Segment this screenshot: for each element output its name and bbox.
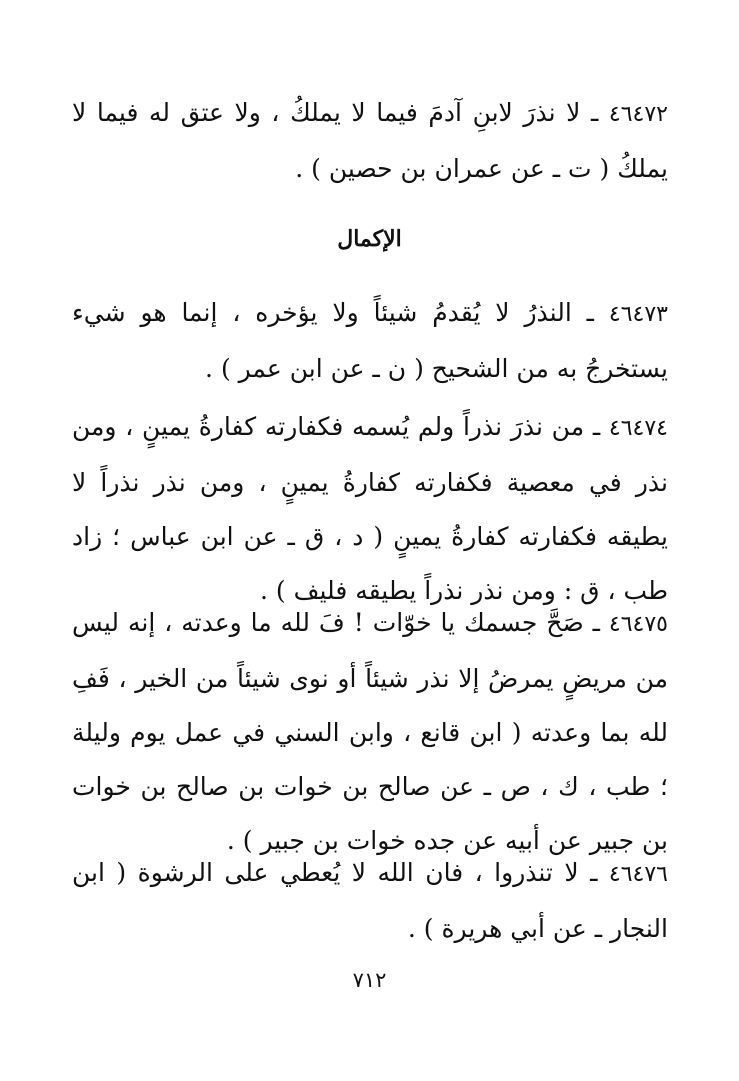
- hadith-number: ٤٦٤٧٤: [608, 416, 668, 441]
- hadith-text: ـ لا تنذروا ، فان الله لا يُعطي على الرشوة ( ابن النجار ـ عن أبي هريرة ) .: [72, 858, 668, 943]
- hadith-number: ٤٦٤٧٢: [608, 102, 668, 127]
- hadith-text: ـ النذرُ لا يُقدمُ شيئاً ولا يؤخره ، إنما هو شيء يستخرجُ به من الشحيح ( ن ـ عن ابن عمر ) .: [72, 298, 668, 383]
- hadith-text: ـ صَحَّ جسمك يا خوّات ! فَ لله ما وعدته ، إنه ليس من مريضٍ يمرضُ إلا نذر شيئاً أو نوى شيئاً من الخير ، فَفِ لله بما وعدته ( ابن قانع ، وابن السني في عمل يوم وليلة ؛ طب ، ك ، ص ـ عن صالح بن خوات بن صالح بن خوات بن جبير عن أبيه عن جده خوات بن جبير ) .: [72, 608, 668, 855]
- hadith-entry-46475: [72, 596, 668, 868]
- hadith-entry-46474: [72, 400, 668, 618]
- hadith-number: ٤٦٤٧٣: [608, 302, 668, 327]
- hadith-entry-46472: [72, 86, 668, 196]
- hadith-text: ـ لا نذرَ لابنِ آدمَ فيما لا يملكُ ، ولا عتق له فيما لا يملكُ ( ت ـ عن عمران بن حصين ) .: [72, 98, 668, 183]
- hadith-text: ـ من نذرَ نذراً ولم يُسمه فكفارته كفارةُ يمينٍ ، ومن نذر في معصية فكفارته كفارةُ يمينٍ ، ومن نذر نذراً لا يطيقه فكفارته كفارةُ يمينٍ ( د ، ق ـ عن ابن عباس ؛ زاد طب ، ق : ومن نذر نذراً يطيقه فليف ) .: [72, 412, 668, 605]
- hadith-entry-46473: [72, 286, 668, 396]
- section-heading: الإكمال: [337, 226, 402, 252]
- hadith-entry-46476: [72, 846, 668, 956]
- page-number: ٧١٢: [352, 968, 387, 992]
- hadith-number: ٤٦٤٧٦: [608, 862, 668, 887]
- hadith-number: ٤٦٤٧٥: [608, 612, 668, 637]
